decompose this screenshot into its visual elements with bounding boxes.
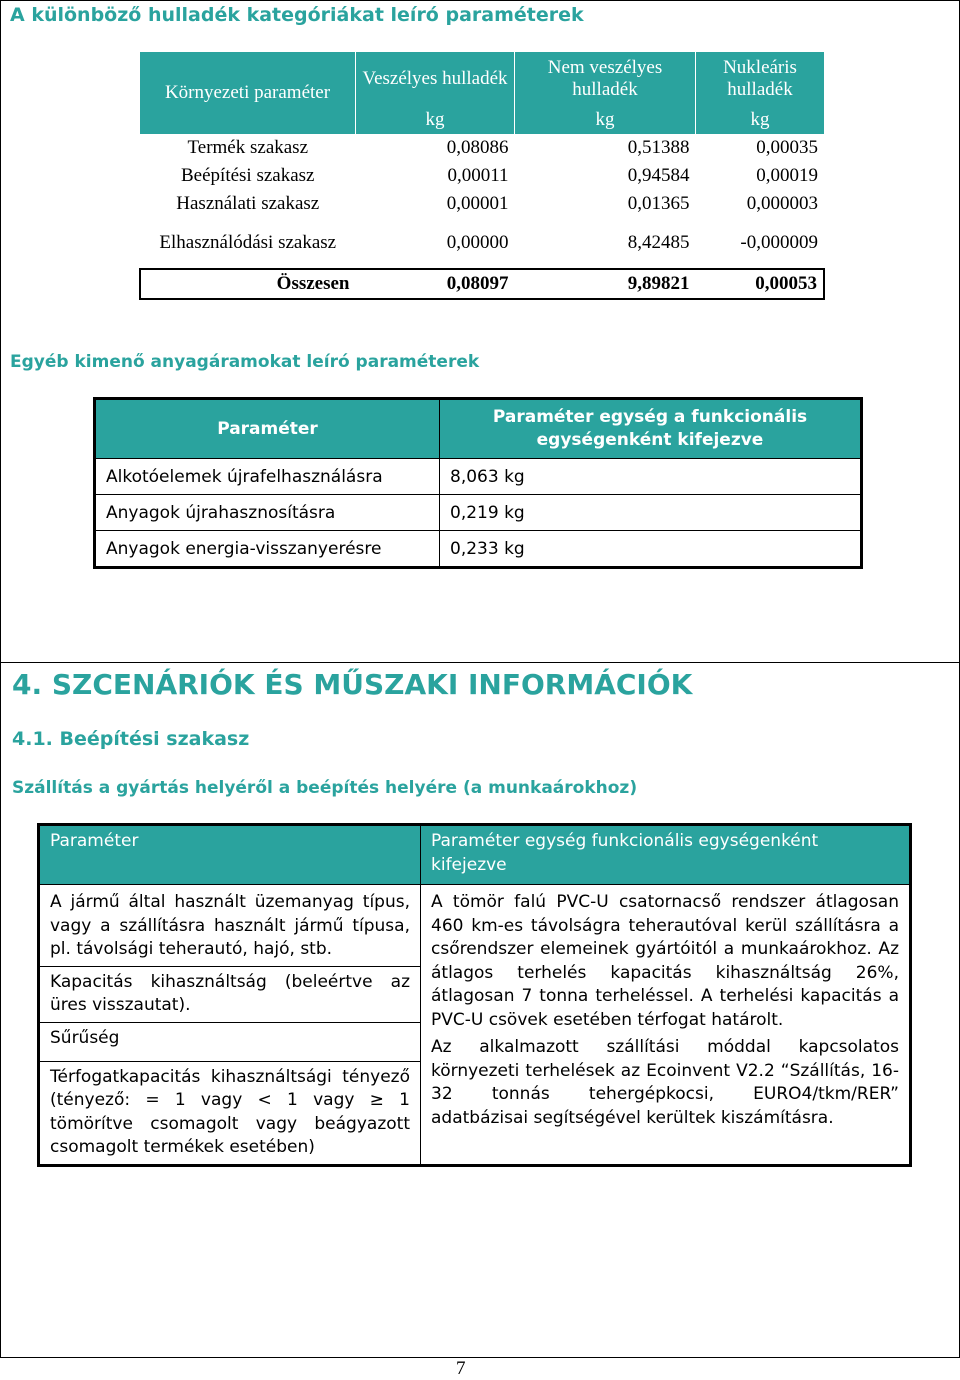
waste-table-header-hazardous: Veszélyes hulladék [356, 52, 515, 106]
waste-table-unit: kg [515, 106, 696, 134]
waste-table-unit: kg [356, 106, 515, 134]
total-value: 0,08097 [446, 273, 509, 294]
table-row [95, 531, 862, 568]
cell-value: 0,000003 [746, 193, 818, 214]
cell-value: 0,51388 [627, 137, 690, 158]
row-label: Anyagok újrahasznosításra [95, 495, 440, 531]
transport-description [421, 885, 911, 1166]
cell-value: 0,00000 [446, 232, 509, 253]
transport-header-unit: Paraméter egység funkcionális egységenként kifejezve [421, 825, 911, 885]
outflow-header-param: Paraméter [95, 399, 440, 459]
chapter-title: 4. SZCENÁRIÓK ÉS MŰSZAKI INFORMÁCIÓK [12, 668, 693, 701]
total-label: Összesen [140, 269, 356, 299]
cell-value: 0,08086 [446, 137, 509, 158]
waste-table-header-nuclear: Nukleáris hulladék [696, 52, 825, 106]
cell-value: 0,00019 [756, 165, 818, 186]
param-density: Sűrűség [39, 1022, 421, 1061]
cell-value: 0,00001 [446, 193, 509, 214]
waste-table-unit: kg [696, 106, 825, 134]
cell-value: 0,233 kg [440, 531, 862, 568]
table-row [95, 495, 862, 531]
total-row [140, 269, 824, 299]
param-capacity: Kapacitás kihasználtság (beleértve az üres visszautat). [39, 966, 421, 1022]
table-row [39, 885, 911, 967]
cell-value: 8,42485 [627, 232, 690, 253]
transport-paragraph: A tömör falú PVC-U csatornacső rendszer átlagosan 460 km-es távolságra teherautóval kerül szállításra a csőrendszer elemeinek gyártóitól a munkaárokhoz. Az átlagos terhelés kapacitás kihasználtság 26%, átlagosan 7 tonna terheléssel. A terhelési kapacitás a PVC-U csövek esetében térfogat határolt. [431, 892, 899, 1030]
table-row [140, 162, 824, 190]
section-title: 4.1. Beépítési szakasz [12, 728, 250, 750]
param-volume-capacity: Térfogatkapacitás kihasználtsági tényező (tényező: = 1 vagy < 1 vagy ≥ 1 tömörítve csomagolt vagy beágyazott csomagolt termékek esetében) [39, 1061, 421, 1165]
heading-other-flows: Egyéb kimenő anyagáramokat leíró paraméterek [10, 352, 480, 372]
cell-value: 0,00035 [756, 137, 818, 158]
row-label: Beépítési szakasz [181, 165, 315, 186]
heading-waste-categories: A különböző hulladék kategóriákat leíró paraméterek [10, 4, 584, 26]
row-label: Anyagok energia-visszanyerésre [95, 531, 440, 568]
transport-paragraph: Az alkalmazott szállítási móddal kapcsolatos környezeti terhelések az Ecoinvent V2.2 “Szállítás, 16-32 tonnás tehergépkocsi, EURO4/tkm/RER” adatbázisai segítségével kerültek kiszámításra. [431, 1037, 899, 1128]
table-row [140, 190, 824, 218]
row-label: Elhasználódási szakasz [159, 232, 337, 253]
cell-value: 8,063 kg [440, 459, 862, 495]
total-value: 9,89821 [627, 273, 690, 294]
outflow-header-unit: Paraméter egység a funkcionális egységenként kifejezve [440, 399, 862, 459]
cell-value: 0,219 kg [440, 495, 862, 531]
waste-table-header-param: Környezeti paraméter [140, 52, 356, 134]
waste-table [139, 52, 825, 300]
cell-value: -0,000009 [740, 232, 818, 253]
outflow-table [93, 397, 863, 569]
transport-table [37, 823, 912, 1167]
cell-value: 0,94584 [627, 165, 690, 186]
row-label: Termék szakasz [187, 137, 309, 158]
table-row [95, 459, 862, 495]
cell-value: 0,01365 [627, 193, 690, 214]
cell-value: 0,00011 [447, 165, 509, 186]
table-row [140, 134, 824, 162]
page-number: 7 [456, 1358, 466, 1379]
param-fuel-type: A jármű által használt üzemanyag típus, vagy a szállításra használt jármű típusa, pl. távolsági teherautó, hajó, stb. [39, 885, 421, 967]
total-value: 0,00053 [696, 269, 825, 299]
transport-header-param: Paraméter [39, 825, 421, 885]
waste-table-header-nonhazardous: Nem veszélyes hulladék [515, 52, 696, 106]
row-label: Használati szakasz [176, 193, 320, 214]
table-row [140, 218, 824, 269]
row-label: Alkotóelemek újrafelhasználásra [95, 459, 440, 495]
transport-heading: Szállítás a gyártás helyéről a beépítés helyére (a munkaárokhoz) [12, 778, 638, 798]
